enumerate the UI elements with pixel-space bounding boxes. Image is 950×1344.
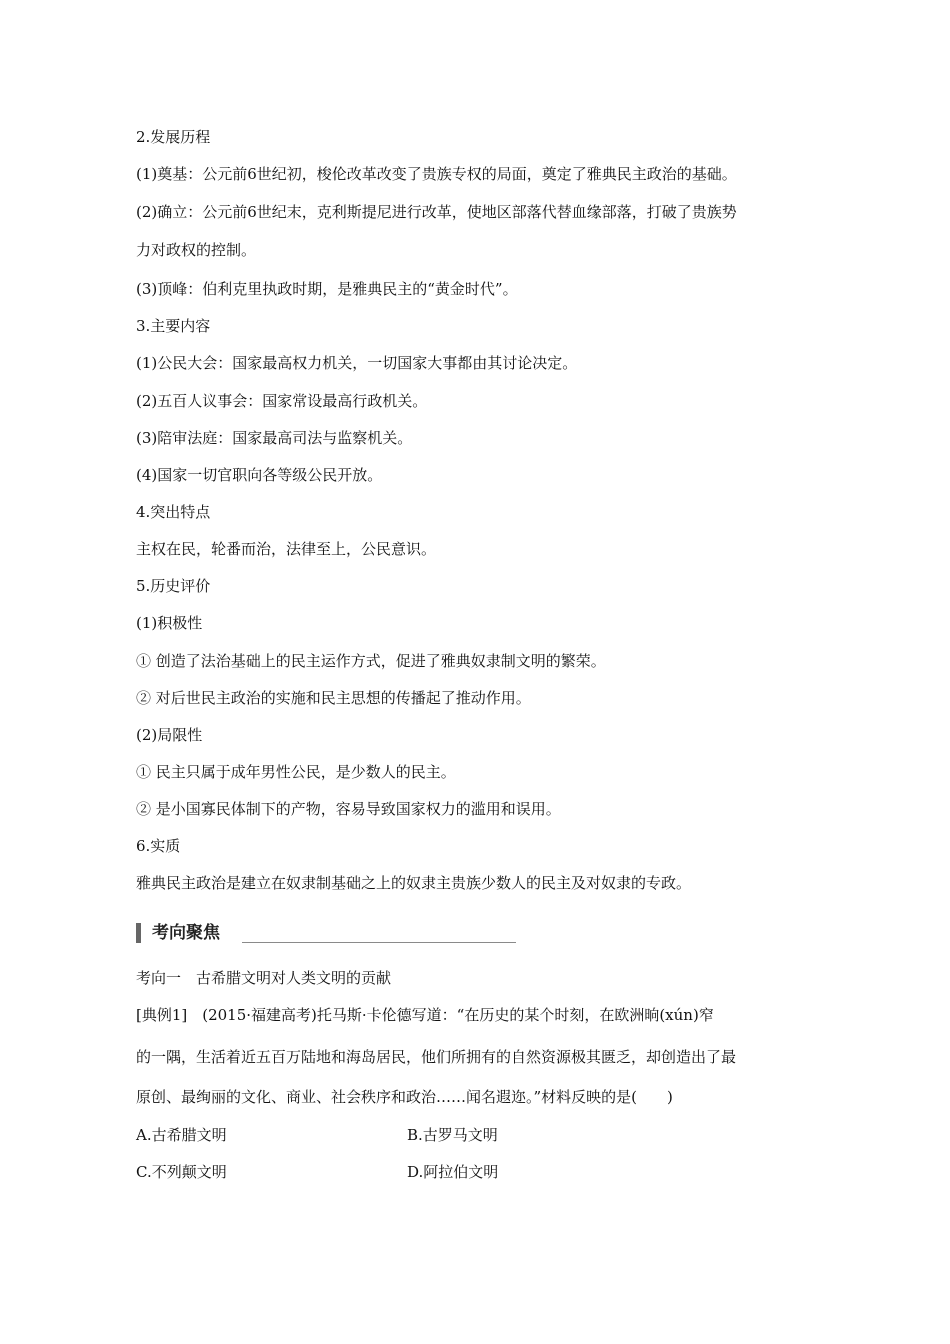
text-line: 雅典民主政治是建立在奴隶制基础之上的奴隶主贵族少数人的民主及对奴隶的专政。: [136, 874, 692, 892]
section-divider: [242, 942, 516, 943]
text-line: ② 是小国寡民体制下的产物，容易导致国家权力的滥用和误用。: [136, 800, 561, 818]
text-line: (3)顶峰：伯利克里执政时期，是雅典民主的“黄金时代”。: [136, 280, 518, 298]
option-a: A.古希腊文明: [136, 1126, 227, 1144]
heading-features: 4.突出特点: [136, 503, 211, 521]
text-line: 力对政权的控制。: [136, 241, 257, 259]
text-line: 主权在民，轮番而治，法律至上，公民意识。: [136, 540, 437, 558]
text-line: (2)确立：公元前6世纪末，克利斯提尼进行改革，使地区部落代替血缘部落，打破了贵族势: [136, 203, 737, 221]
text-line: (3)陪审法庭：国家最高司法与监察机关。: [136, 429, 413, 447]
text-line: ① 创造了法治基础上的民主运作方式，促进了雅典奴隶制文明的繁荣。: [136, 652, 606, 670]
text-line: (4)国家一切官职向各等级公民开放。: [136, 466, 383, 484]
text-line: (1)积极性: [136, 614, 203, 632]
section-title: 考向聚焦: [152, 923, 220, 943]
option-b: B.古罗马文明: [407, 1126, 498, 1144]
heading-development-history: 2.发展历程: [136, 128, 211, 146]
exam-direction-heading: 考向一 古希腊文明对人类文明的贡献: [136, 969, 392, 987]
text-line: (1)奠基：公元前6世纪初，梭伦改革改变了贵族专权的局面，奠定了雅典民主政治的基础。: [136, 165, 737, 183]
heading-evaluation: 5.历史评价: [136, 577, 211, 595]
text-line: ② 对后世民主政治的实施和民主思想的传播起了推动作用。: [136, 689, 531, 707]
text-line: (2)五百人议事会：国家常设最高行政机关。: [136, 392, 428, 410]
section-header: [136, 921, 516, 945]
text-line: (1)公民大会：国家最高权力机关，一切国家大事都由其讨论决定。: [136, 354, 578, 372]
text-line: (2)局限性: [136, 726, 203, 744]
option-d: D.阿拉伯文明: [407, 1163, 499, 1181]
heading-essence: 6.实质: [136, 837, 181, 855]
section-marker-bar: [136, 923, 141, 943]
text-line: ① 民主只属于成年男性公民，是少数人的民主。: [136, 763, 456, 781]
question-line: 的一隅，生活着近五百万陆地和海岛居民，他们所拥有的自然资源极其匮乏，却创造出了最: [136, 1048, 737, 1066]
heading-main-content: 3.主要内容: [136, 317, 211, 335]
option-c: C.不列颠文明: [136, 1163, 227, 1181]
question-line: [典例1] (2015·福建高考)托马斯·卡伦德写道：“在历史的某个时刻，在欧洲晌(xún)窄: [136, 1006, 714, 1024]
question-line: 原创、最绚丽的文化、商业、社会秩序和政治……闻名遐迩。”材料反映的是( ): [136, 1088, 673, 1106]
